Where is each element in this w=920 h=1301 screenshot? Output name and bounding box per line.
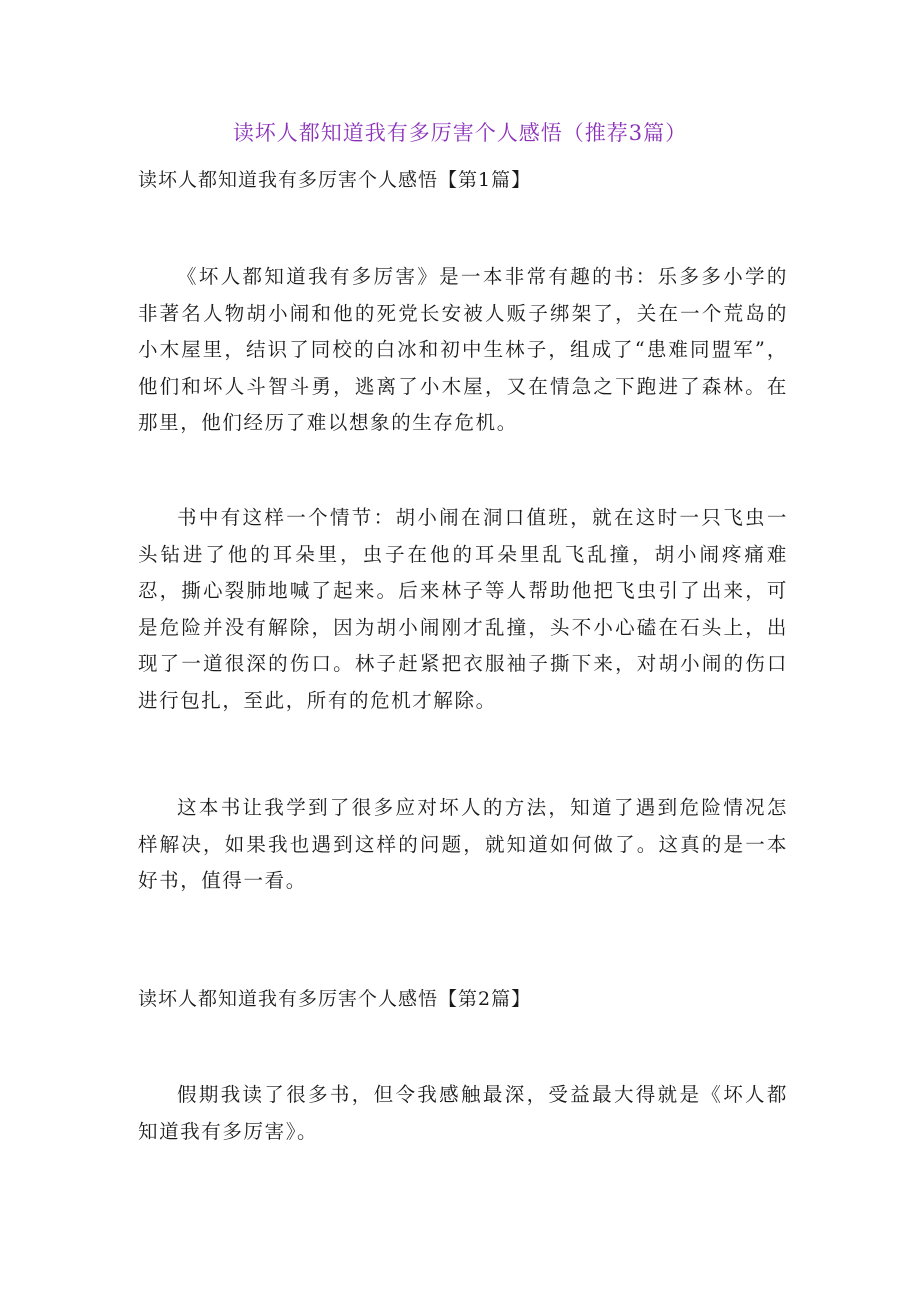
section-1-heading: 读坏人都知道我有多厉害个人感悟【第1篇】 bbox=[138, 169, 532, 191]
section-2-paragraph-1: 假期我读了很多书，但令我感触最深，受益最大得就是《坏人都知道我有多厉害》。 bbox=[138, 1083, 788, 1143]
document-title: 读坏人都知道我有多厉害个人感悟（推荐3篇） bbox=[232, 121, 688, 145]
section-2-heading: 读坏人都知道我有多厉害个人感悟【第2篇】 bbox=[138, 988, 532, 1010]
section-1-paragraph-3: 这本书让我学到了很多应对坏人的方法，知道了遇到危险情况怎样解决，如果我也遇到这样的问题，就知道如何做了。这真的是一本好书，值得一看。 bbox=[138, 796, 788, 892]
section-1-paragraph-2: 书中有这样一个情节：胡小闹在洞口值班，就在这时一只飞虫一头钻进了他的耳朵里，虫子在他的耳朵里乱飞乱撞，胡小闹疼痛难忍，撕心裂肺地喊了起来。后来林子等人帮助他把飞虫引了出来，可是危险并没有解除，因为胡小闹刚才乱撞，头不小心磕在石头上，出现了一道很深的伤口。林子赶紧把衣服袖子撕下来，对胡小闹的伤口进行包扎，至此，所有的危机才解除。 bbox=[138, 506, 788, 712]
section-1-paragraph-1: 《坏人都知道我有多厉害》是一本非常有趣的书：乐多多小学的非著名人物胡小闹和他的死党长安被人贩子绑架了，关在一个荒岛的小木屋里，结识了同校的白冰和初中生林子，组成了“患难同盟军”，他们和坏人斗智斗勇，逃离了小木屋，又在情急之下跑进了森林。在那里，他们经历了难以想象的生存危机。 bbox=[138, 265, 788, 434]
